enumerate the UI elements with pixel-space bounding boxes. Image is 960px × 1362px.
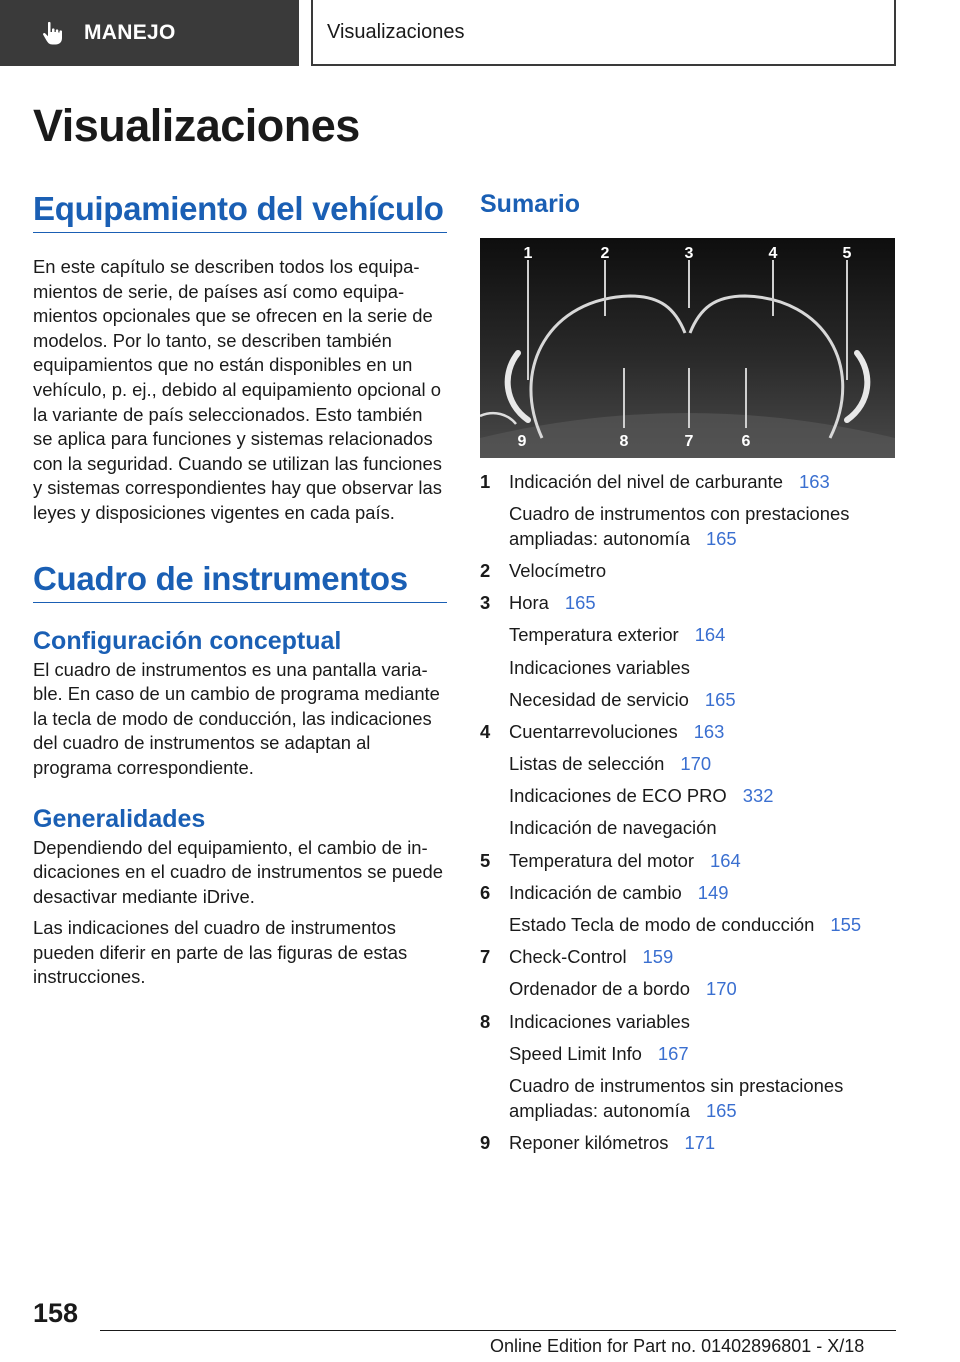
legend-item-text: Listas de selección <box>509 753 665 775</box>
figure-label-9: 9 <box>517 433 527 450</box>
page-reference-link[interactable]: 167 <box>657 1042 689 1064</box>
heading-configuracion: Configuración conceptual <box>33 626 342 655</box>
page-reference-link[interactable]: 165 <box>705 1099 737 1121</box>
legend-item-text: Check-Control <box>509 946 627 968</box>
page-reference-link[interactable]: 171 <box>684 1131 716 1153</box>
legend-item-text: Indicaciones variables <box>509 656 690 678</box>
chapter-box <box>311 0 896 66</box>
legend-item <box>480 591 895 616</box>
legend-item <box>480 977 895 1002</box>
legend-item <box>480 1042 895 1067</box>
legend-item <box>480 945 895 970</box>
legend-item-text: Indicaciones variables <box>509 1010 690 1032</box>
page-reference-link[interactable]: 164 <box>694 624 726 646</box>
figure-label-4: 4 <box>768 245 778 262</box>
page-reference-link[interactable]: 332 <box>742 785 774 807</box>
legend-item-text: Ordenador de a bordo <box>509 978 690 1000</box>
legend-item-text: Indicación de cambio <box>509 881 682 903</box>
figure-label-5: 5 <box>842 245 852 262</box>
legend-item-text: Speed Limit Info <box>509 1042 642 1064</box>
heading-generalidades: Generalidades <box>33 804 206 833</box>
page-number: 158 <box>33 1298 79 1328</box>
legend-item-text: Indicación del nivel de carburante <box>509 471 783 492</box>
page-reference-link[interactable]: 170 <box>705 978 737 1000</box>
paragraph-generalidades-2: Las indicaciones del cuadro de instrumentos pueden diferir en parte de las figuras de estas instrucciones. <box>33 917 408 988</box>
section-label: MANEJO <box>84 21 176 44</box>
page-reference-link[interactable]: 164 <box>710 849 741 871</box>
legend-item <box>480 623 895 648</box>
paragraph-configuracion: El cuadro de instrumentos es una pantalla variable. En caso de un cambio de programa mediante la tecla de modo de conducción, las indicaciones del cuadro de instrumentos se adaptan al programa correspondiente. <box>33 658 440 778</box>
page-reference-link[interactable]: 165 <box>564 592 596 614</box>
page-title: Visualizaciones <box>33 100 360 151</box>
figure-label-7: 7 <box>684 433 694 450</box>
legend-item <box>480 1074 895 1123</box>
hand-pointer-icon <box>40 20 66 46</box>
legend-item <box>480 656 895 681</box>
legend-item <box>480 502 895 551</box>
legend-item-number: 8 <box>480 1010 491 1032</box>
legend-item <box>480 849 895 874</box>
legend-item-text: Reponer kilómetros <box>509 1131 669 1153</box>
legend-item-number: 4 <box>480 720 491 742</box>
legend-item <box>480 1010 895 1035</box>
page-reference-link[interactable]: 165 <box>705 527 737 549</box>
legend-item <box>480 470 895 495</box>
page-reference-link[interactable]: 165 <box>704 688 736 710</box>
page-reference-link[interactable]: 155 <box>830 914 862 936</box>
figure-label-2: 2 <box>600 245 610 262</box>
paragraph-generalidades-1: Dependiendo del equipamiento, el cambio de indicaciones en el cuadro de instrumentos se puede desactivar mediante iDrive. <box>33 836 443 907</box>
page-header <box>0 0 960 66</box>
legend-item-text: Temperatura del motor <box>509 849 695 871</box>
legend-item-number: 6 <box>480 881 491 903</box>
legend-item-text: Cuadro de instrumentos sin prestaciones ampliadas: autonomía <box>509 1074 844 1121</box>
legend-item-text: Indicaciones de ECO PRO <box>509 785 727 807</box>
section-tab <box>0 0 299 66</box>
legend-item-text: Necesidad de servicio <box>509 688 689 710</box>
legend-item <box>480 1131 895 1156</box>
legend-item <box>480 559 895 584</box>
legend-item <box>480 784 895 809</box>
instrument-cluster-figure <box>480 238 895 458</box>
figure-label-3: 3 <box>684 245 694 262</box>
legend-item <box>480 881 895 906</box>
legend-item <box>480 913 895 938</box>
left-column <box>33 190 447 990</box>
legend-item <box>480 688 895 713</box>
legend-item-text: Indicación de navegación <box>509 817 717 839</box>
legend-item <box>480 816 895 841</box>
figure-label-6: 6 <box>741 433 751 450</box>
heading-equipamiento: Equipamiento del vehículo <box>33 190 447 233</box>
legend-item-text: Velocímetro <box>509 559 607 581</box>
page-reference-link[interactable]: 159 <box>642 946 674 968</box>
right-column <box>480 190 895 1153</box>
paragraph-equipamiento: En este capítulo se describen todos los equipamientos de serie, de países así como equipamientos opcionales que se ofrecen en la serie de modelos. Por lo tanto, se describen también equipamientos que no están disponibles en un vehículo, p. ej., debido al equipamiento opcional o la variante de país seleccionados. Esto también se aplica para funciones y sistemas relacionados con la seguridad. Cuando se utilizan las funciones y sistemas correspondientes hay que observar las leyes y disposiciones vigentes en cada país. <box>33 256 442 523</box>
legend-item-number: 5 <box>480 849 491 871</box>
figure-label-8: 8 <box>619 433 629 450</box>
heading-sumario: Sumario <box>480 190 581 218</box>
edition-note: Online Edition for Part no. 01402896801 - X/18 <box>490 1336 865 1356</box>
legend-item-number: 1 <box>480 471 491 492</box>
footer-divider <box>100 1330 896 1331</box>
legend-item-text: Estado Tecla de modo de conducción <box>509 914 815 936</box>
legend-item-number: 7 <box>480 946 491 968</box>
page-reference-link[interactable]: 163 <box>799 471 830 492</box>
page-reference-link[interactable]: 170 <box>680 753 712 775</box>
legend-item-number: 3 <box>480 592 491 614</box>
legend-item-text: Cuentarrevoluciones <box>509 720 678 742</box>
chapter-label: Visualizaciones <box>327 20 465 43</box>
legend-item-text: Hora <box>509 592 549 614</box>
legend-item-number: 2 <box>480 559 491 581</box>
legend-item <box>480 752 895 777</box>
legend-item-number: 9 <box>480 1131 491 1153</box>
legend-item <box>480 720 895 745</box>
legend-item-text: Temperatura exterior <box>509 624 679 646</box>
heading-cuadro: Cuadro de instrumentos <box>33 560 447 603</box>
figure-label-1: 1 <box>523 245 533 262</box>
page-reference-link[interactable]: 163 <box>693 720 725 742</box>
legend-item-text: Cuadro de instrumentos con prestaciones ampliadas: autonomía <box>509 503 850 549</box>
legend-list <box>480 470 895 1163</box>
page-reference-link[interactable]: 149 <box>697 881 729 903</box>
